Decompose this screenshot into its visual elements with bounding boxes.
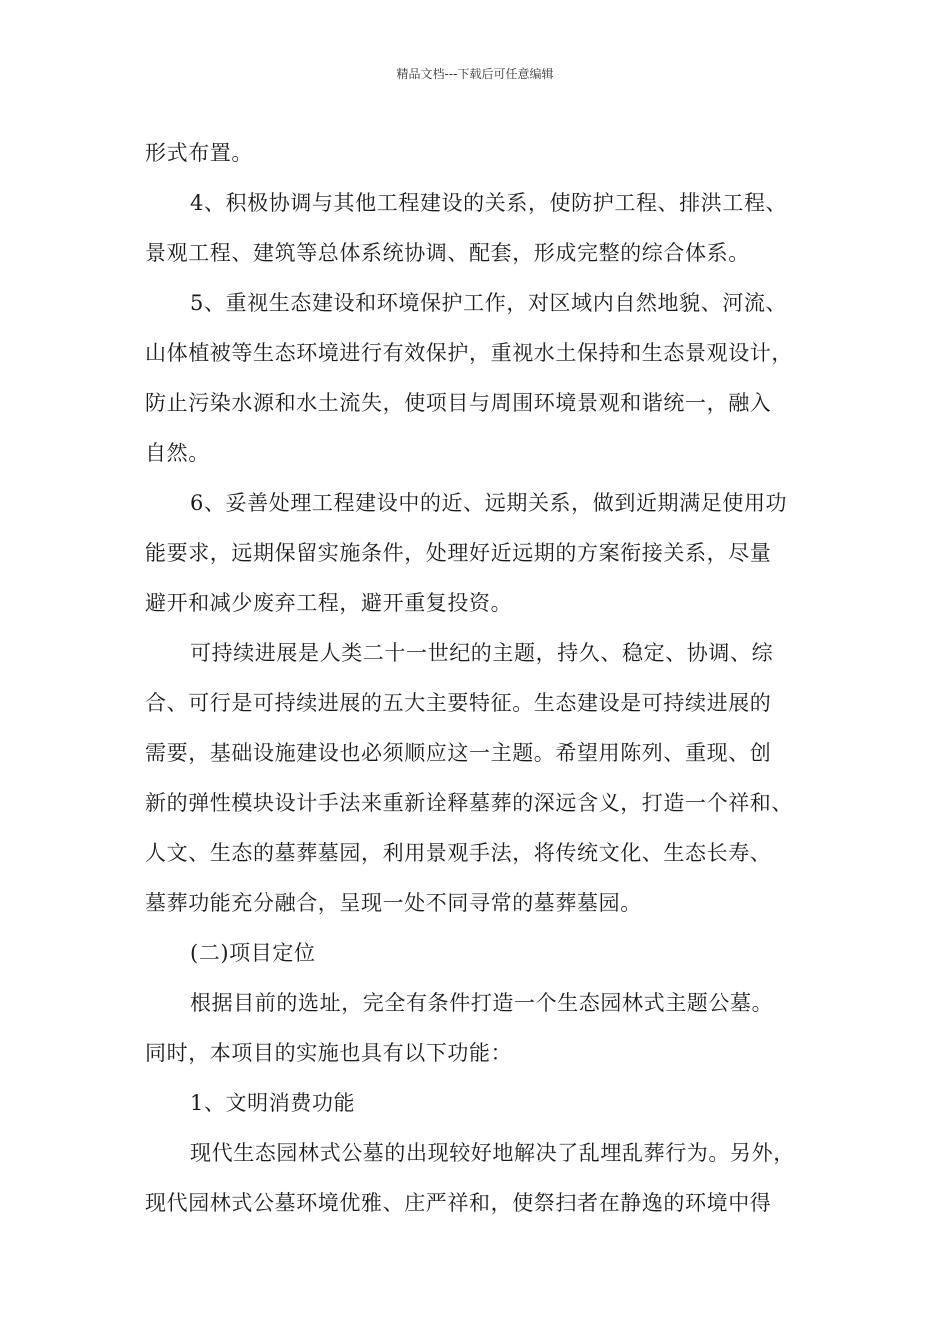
document-body xyxy=(145,128,815,1228)
section-heading: (二)项目定位 xyxy=(190,941,316,965)
text-line: 景观工程、建筑等总体系统协调、配套，形成完整的综合体系。 xyxy=(145,241,750,265)
text-line: 5、重视生态建设和环境保护工作，对区域内自然地貌、河流、 xyxy=(190,291,788,315)
text-line: 形式布置。 xyxy=(145,141,253,165)
text-line: 需要，基础设施建设也必须顺应这一主题。希望用陈列、重现、创 xyxy=(145,741,772,765)
text-line: 4、积极协调与其他工程建设的关系，使防护工程、排洪工程、 xyxy=(190,191,788,215)
text-line: 现代园林式公墓环境优雅、庄严祥和，使祭扫者在静逸的环境中得 xyxy=(145,1191,772,1215)
text-line: 新的弹性模块设计手法来重新诠释墓葬的深远含义，打造一个祥和、 xyxy=(145,791,793,815)
text-line: 墓葬功能充分融合，呈现一处不同寻常的墓葬墓园。 xyxy=(145,891,642,915)
text-line: 人文、生态的墓葬墓园，利用景观手法，将传统文化、生态长寿、 xyxy=(145,841,772,865)
text-line: 6、妥善处理工程建设中的近、远期关系，做到近期满足使用功 xyxy=(190,491,788,515)
subsection-heading: 1、文明消费功能 xyxy=(190,1091,356,1115)
text-line: 同时，本项目的实施也具有以下功能： xyxy=(145,1041,513,1065)
text-line: 现代生态园林式公墓的出现较好地解决了乱埋乱葬行为。另外， xyxy=(190,1141,795,1165)
text-line: 自然。 xyxy=(145,441,210,465)
text-line: 可持续进展是人类二十一世纪的主题，持久、稳定、协调、综 xyxy=(190,641,774,665)
text-line: 能要求，远期保留实施条件，处理好近远期的方案衔接关系，尽量 xyxy=(145,541,772,565)
text-line: 合、可行是可持续进展的五大主要特征。生态建设是可持续进展的 xyxy=(145,691,772,715)
page-header: 精品文档---下载后可任意编辑 xyxy=(396,67,554,81)
text-line: 避开和减少废弃工程，避开重复投资。 xyxy=(145,591,513,615)
text-line: 防止污染水源和水土流失，使项目与周围环境景观和谐统一，融入 xyxy=(145,391,772,415)
text-line: 山体植被等生态环境进行有效保护，重视水土保持和生态景观设计， xyxy=(145,341,793,365)
text-line: 根据目前的选址，完全有条件打造一个生态园林式主题公墓。 xyxy=(190,991,774,1015)
